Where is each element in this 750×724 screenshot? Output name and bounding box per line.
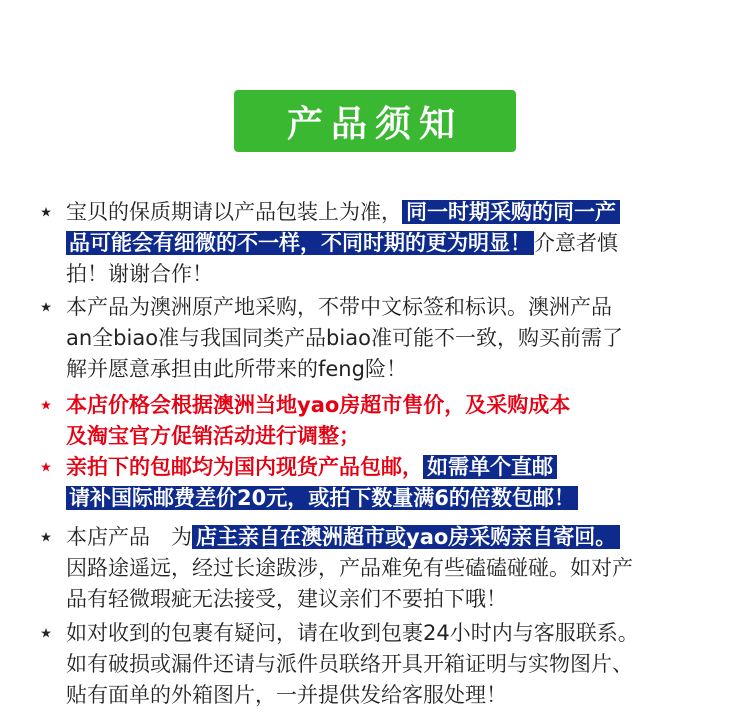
- star-icon: ⋆: [39, 455, 53, 480]
- highlight-text: 请补国际邮费差价20元，或拍下数量满6的倍数包邮！: [66, 486, 578, 510]
- notice-line: [66, 452, 557, 483]
- notice-line: an全biao准与我国同类产品biao准可能不一致，购买前需了: [66, 326, 623, 350]
- notice-text: 介意者慎: [534, 231, 618, 255]
- notice-line: [66, 483, 578, 514]
- notice-line: 因路途遥远，经过长途跋涉，产品难免有些磕磕碰碰。如对产: [66, 556, 633, 580]
- notice-text: 宝贝的保质期请以产品包装上为准，: [66, 200, 402, 224]
- notice-line: 如有破损或漏件还请与派件员联络开具开箱证明与实物图片、: [66, 652, 633, 676]
- notice-line: 及淘宝官方促销活动进行调整；: [66, 424, 360, 448]
- page-title: 产品须知: [286, 103, 463, 145]
- title-banner: [234, 90, 516, 152]
- highlight-text: 同一时期采购的同一产: [402, 200, 620, 224]
- notice-text: 本店产品 为: [66, 525, 192, 549]
- notice-line: 拍！谢谢合作！: [66, 262, 213, 286]
- star-icon: ⋆: [39, 393, 53, 418]
- notice-line: 贴有面单的外箱图片，一并提供发给客服处理！: [66, 683, 507, 707]
- highlight-text: 品可能会有细微的不一样，不同时期的更为明显！: [66, 231, 534, 255]
- star-icon: ⋆: [39, 200, 53, 225]
- notice-line: 品有轻微瑕疵无法接受，建议亲们不要拍下哦！: [66, 587, 507, 611]
- notice-text: 亲拍下的包邮均为国内现货产品包邮，: [66, 455, 423, 479]
- notice-line: 本店价格会根据澳洲当地yao房超市售价，及采购成本: [66, 393, 571, 417]
- notice-line: [66, 197, 620, 228]
- notice-line: 解并愿意承担由此所带来的feng险！: [66, 357, 407, 381]
- notice-line: 如对收到的包裹有疑问，请在收到包裹24小时内与客服联系。: [66, 621, 639, 645]
- highlight-text: 如需单个直邮: [423, 455, 557, 479]
- notice-line: [66, 228, 618, 259]
- star-icon: ⋆: [39, 621, 53, 646]
- notice-line: 本产品为澳洲原产地采购，不带中文标签和标识。澳洲产品: [66, 295, 612, 319]
- highlight-text: 店主亲自在澳洲超市或yao房采购亲自寄回。: [192, 525, 620, 549]
- star-icon: ⋆: [39, 525, 53, 550]
- notice-line: [66, 522, 620, 553]
- star-icon: ⋆: [39, 295, 53, 320]
